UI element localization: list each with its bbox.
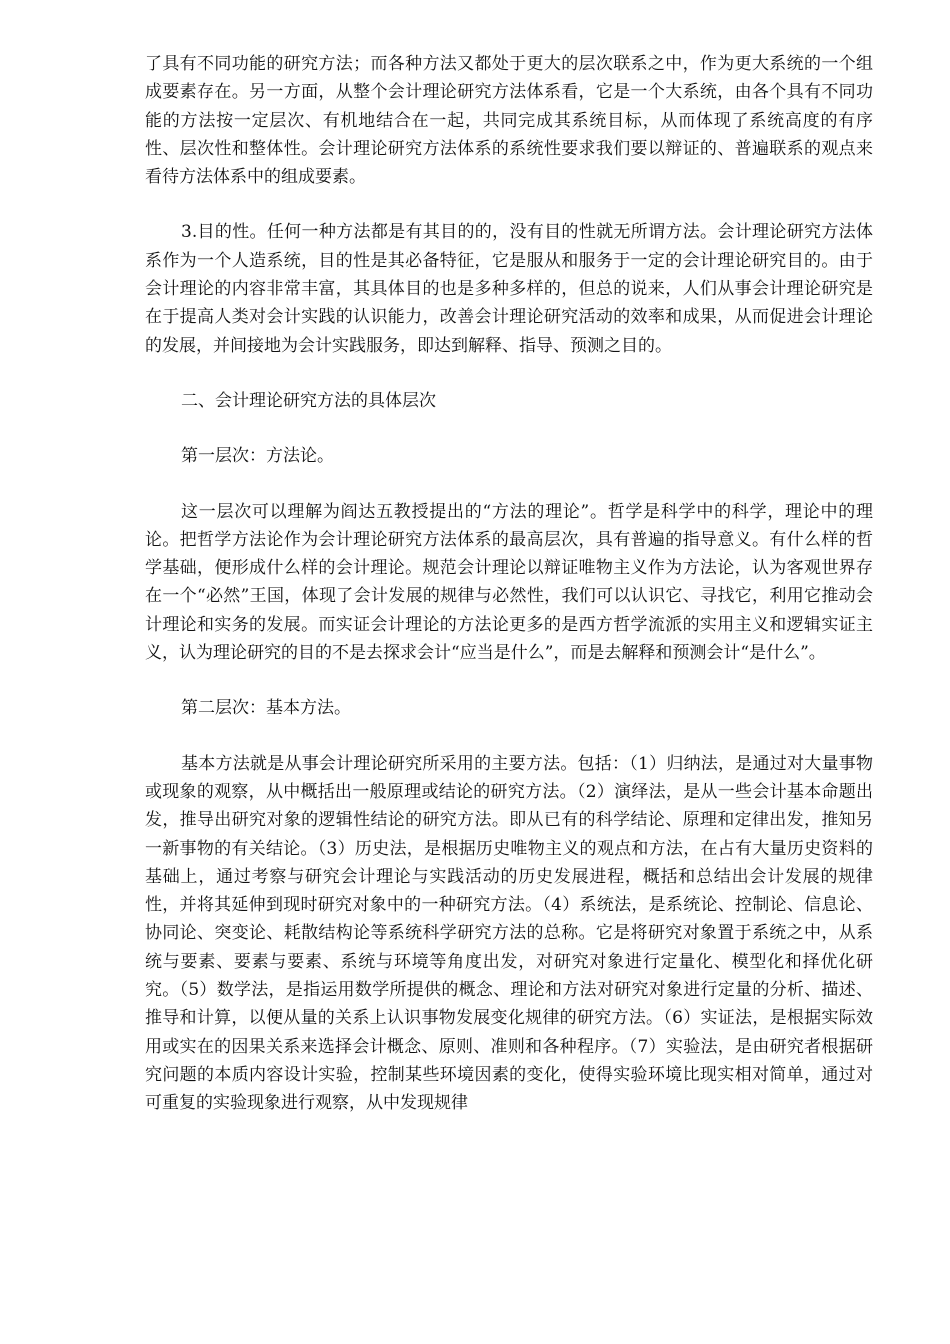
paragraph-system-continuation: 了具有不同功能的研究方法；而各种方法又都处于更大的层次联系之中，作为更大系统的一个组成要素存在。另一方面，从整个会计理论研究方法体系看，它是一个大系统，由各个具有不同功能的方法按一定层次、有机地结合在一起，共同完成其系统目标，从而体现了系统高度的有序性、层次性和整体性。会计理论研究方法体系的系统性要求我们要以辩证的、普遍联系的观点来看待方法体系中的组成要素。 xyxy=(145,54,873,188)
paragraph-methodology: 这一层次可以理解为阎达五教授提出的“方法的理论”。哲学是科学中的科学，理论中的理论。把哲学方法论作为会计理论研究方法体系的最高层次，具有普遍的指导意义。有什么样的哲学基础，便形成什么样的会计理论。规范会计理论以辩证唯物主义作为方法论，认为客观世界存在一个“必然”王国，体现了会计发展的规律与必然性，我们可以认识它、寻找它，利用它推动会计理论和实务的发展。而实证会计理论的方法论更多的是西方哲学流派的实用主义和逻辑实证主义，认为理论研究的目的不是去探求会计“应当是什么”，而是去解释和预测会计“是什么”。 xyxy=(145,501,873,664)
level-two-heading: 第二层次：基本方法。 xyxy=(181,698,351,719)
paragraph-basic-methods: 基本方法就是从事会计理论研究所采用的主要方法。包括：（1）归纳法，是通过对大量事物或现象的观察，从中概括出一般原理或结论的研究方法。（2）演绎法，是从一些会计基本命题出发，推导出研究对象的逻辑性结论的研究方法。即从已有的科学结论、原理和定律出发，推知另一新事物的有关结论。（3）历史法，是根据历史唯物主义的观点和方法，在占有大量历史资料的基础上，通过考察与研究会计理论与实践活动的历史发展进程，概括和总结出会计发展的规律性，并将其延伸到现时研究对象中的一种研究方法。（4）系统法，是系统论、控制论、信息论、协同论、突变论、耗散结构论等系统科学研究方法的总称。它是将研究对象置于系统之中，从系统与要素、要素与要素、系统与环境等角度出发，对研究对象进行定量化、模型化和择优化研究。（5）数学法，是指运用数学所提供的概念、理论和方法对研究对象进行定量的分析、描述、推导和计算，以便从量的关系上认识事物发展变化规律的研究方法。（6）实证法，是根据实际效用或实在的因果关系来选择会计概念、原则、准则和各种程序。（7）实验法，是由研究者根据研究问题的本质内容设计实验，控制某些环境因素的变化，使得实验环境比现实相对简单，通过对可重复的实验现象进行观察，从中发现规律 xyxy=(145,753,873,1114)
section-heading: 二、会计理论研究方法的具体层次 xyxy=(181,390,436,411)
paragraph-purposiveness: 3.目的性。任何一种方法都是有其目的的，没有目的性就无所谓方法。会计理论研究方法体系作为一个人造系统，目的性是其必备特征，它是服从和服务于一定的会计理论研究目的。由于会计理论的内容非常丰富，其具体目的也是多种多样的，但总的说来，人们从事会计理论研究是在于提高人类对会计实践的认识能力，改善会计理论研究活动的效率和成果，从而促进会计理论的发展，并间接地为会计实践服务，即达到解释、指导、预测之目的。 xyxy=(145,222,873,356)
level-one-heading: 第一层次：方法论。 xyxy=(181,446,334,467)
document-page xyxy=(145,50,873,1118)
